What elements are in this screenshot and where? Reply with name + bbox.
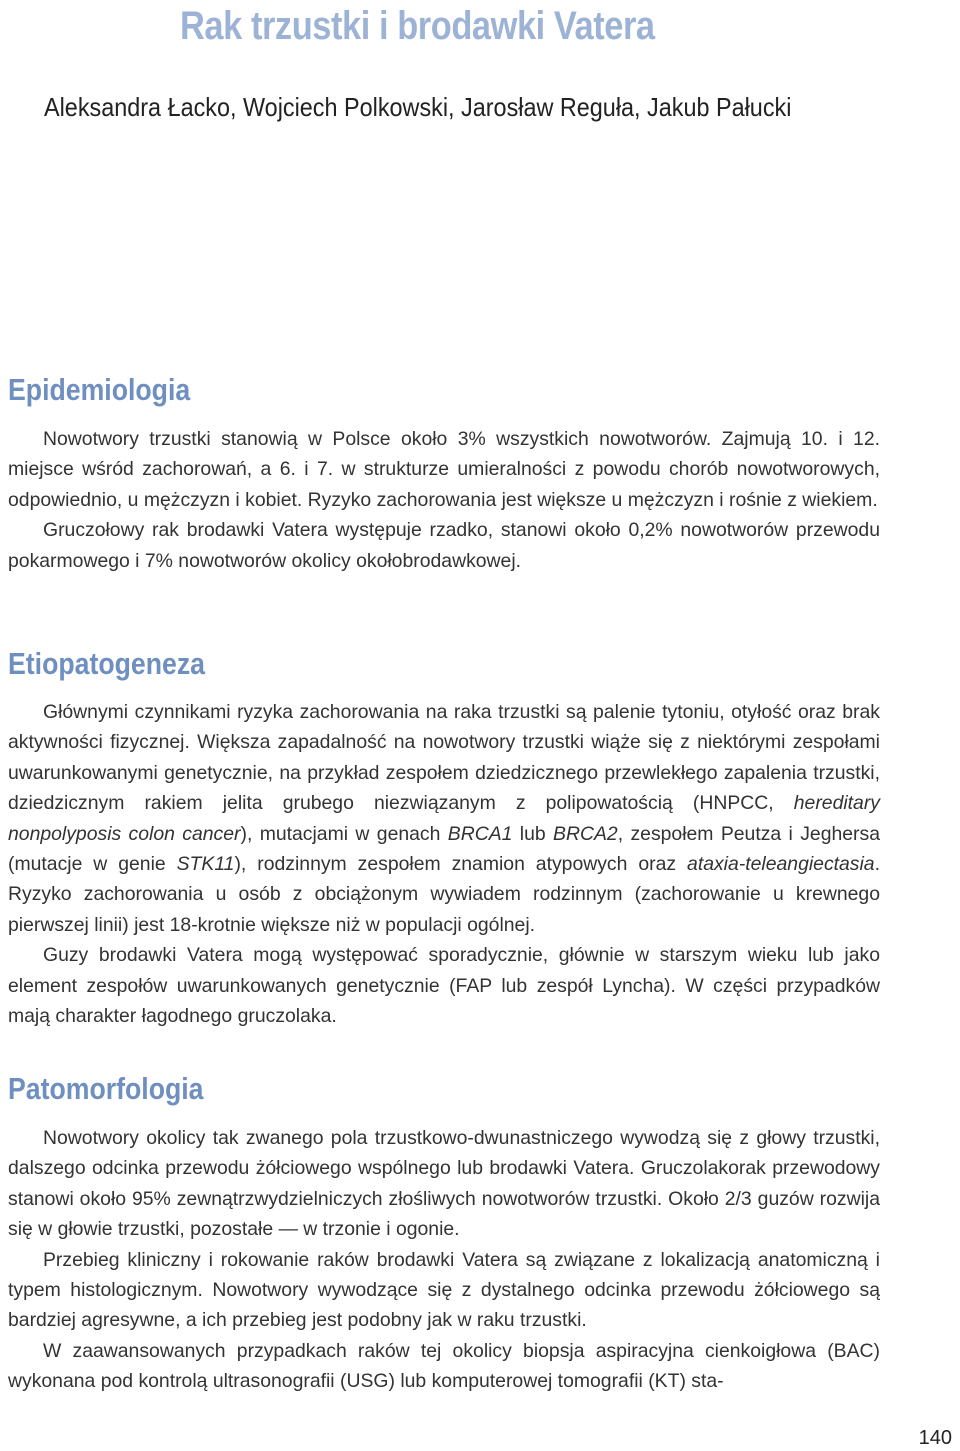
paragraph: Nowotwory trzustki stanowią w Polsce około 3% wszystkich nowotworów. Zajmują 10. i 12. miejsce wśród zachorowań, a 6. i 7. w strukturze umieralności z powodu chorób nowotworowych, odpowiednio, u mężczyzn i kobiet. Ryzyko zachorowania jest większe u mężczyzn i rośnie z wiekiem. [8, 428, 880, 511]
paragraph: Nowotwory okolicy tak zwanego pola trzustkowo-dwunastniczego wywodzą się z głowy trzustki, dalszego odcinka przewodu żółciowego wspólnego lub brodawki Vatera. Gruczolakorak przewodowy stanowi około 95% zewnątrzwydzielniczych złośliwych nowotworów trzustki. Około 2/3 guzów rozwija się w głowie trzustki, pozostałe — w trzonie i ogonie. [8, 1127, 880, 1241]
section-heading-etiopatogeneza: Etiopatogeneza [8, 646, 206, 681]
gene-name: BRCA2 [553, 822, 618, 845]
paragraph: W zaawansowanych przypadkach raków tej okolicy biopsja aspiracyjna cienkoigłowa (BAC) wykonana pod kontrolą ultrasonografii (USG) lub komputerowej tomografii (KT) sta- [8, 1339, 880, 1393]
text-run-italic: hereditary nonpolyposis colon cancer [8, 792, 880, 845]
paragraph: Gruczołowy rak brodawki Vatera występuje rzadko, stanowi około 0,2% nowotworów przewodu pokarmowego i 7% nowotworów okolicy okołobrodawkowej. [8, 519, 880, 572]
section-body-patomorfologia [8, 1123, 880, 1397]
section-body-etiopatogeneza [8, 697, 880, 1031]
text-run: ), mutacjami w genach [240, 822, 448, 845]
text-run: . Ryzyko zachorowania u osób z obciążonym wywiadem rodzinnym (zachorowanie u krewnego pierwszej linii) jest 18-krotnie większe niż w populacji ogólnej. [8, 853, 880, 936]
article-title: Rak trzustki i brodawki Vatera [180, 4, 655, 48]
text-run-italic: ataxia-teleangiectasia [687, 853, 875, 876]
text-run: lub [512, 822, 554, 845]
gene-name: STK11 [176, 853, 235, 876]
section-heading-epidemiologia: Epidemiologia [8, 372, 191, 407]
page-number: 140 [918, 1427, 952, 1449]
text-run: Głównymi czynnikami ryzyka zachorowania na raka trzustki są palenie tytoniu, otyłość oraz brak aktywności fizycznej. Większa zapadalność na nowotwory trzustki wiąże się z niektórymi zespołami uwarunkowanymi genetycznie, na przykład zespołem dziedzicznego przewlekłego zapalenia trzustki, dziedzicznym rakiem jelita grubego niezwiązanym z polipowatością (HNPCC, [8, 701, 880, 815]
section-body-epidemiologia [8, 424, 880, 576]
text-run: ), rodzinnym zespołem znamion atypowych oraz [234, 853, 688, 876]
paragraph: Przebieg kliniczny i rokowanie raków brodawki Vatera są związane z lokalizacją anatomiczną i typem histologicznym. Nowotwory wywodzące się z dystalnego odcinka przewodu żółciowego są bardziej agresywne, a ich przebieg jest podobny jak w raku trzustki. [8, 1248, 880, 1332]
text-run: , zespołem Peutza i Jeghersa (mutacje w genie [8, 822, 880, 876]
section-heading-patomorfologia: Patomorfologia [8, 1071, 204, 1106]
paragraph: Guzy brodawki Vatera mogą występować sporadycznie, głównie w starszym wieku lub jako element zespołów uwarunkowanych genetycznie (FAP lub zespół Lyncha). W części przypadków mają charakter łagodnego gruczolaka. [8, 944, 880, 1028]
article-authors: Aleksandra Łacko, Wojciech Polkowski, Jarosław Reguła, Jakub Pałucki [44, 92, 792, 122]
gene-name: BRCA1 [447, 822, 513, 845]
paragraph [8, 697, 880, 940]
